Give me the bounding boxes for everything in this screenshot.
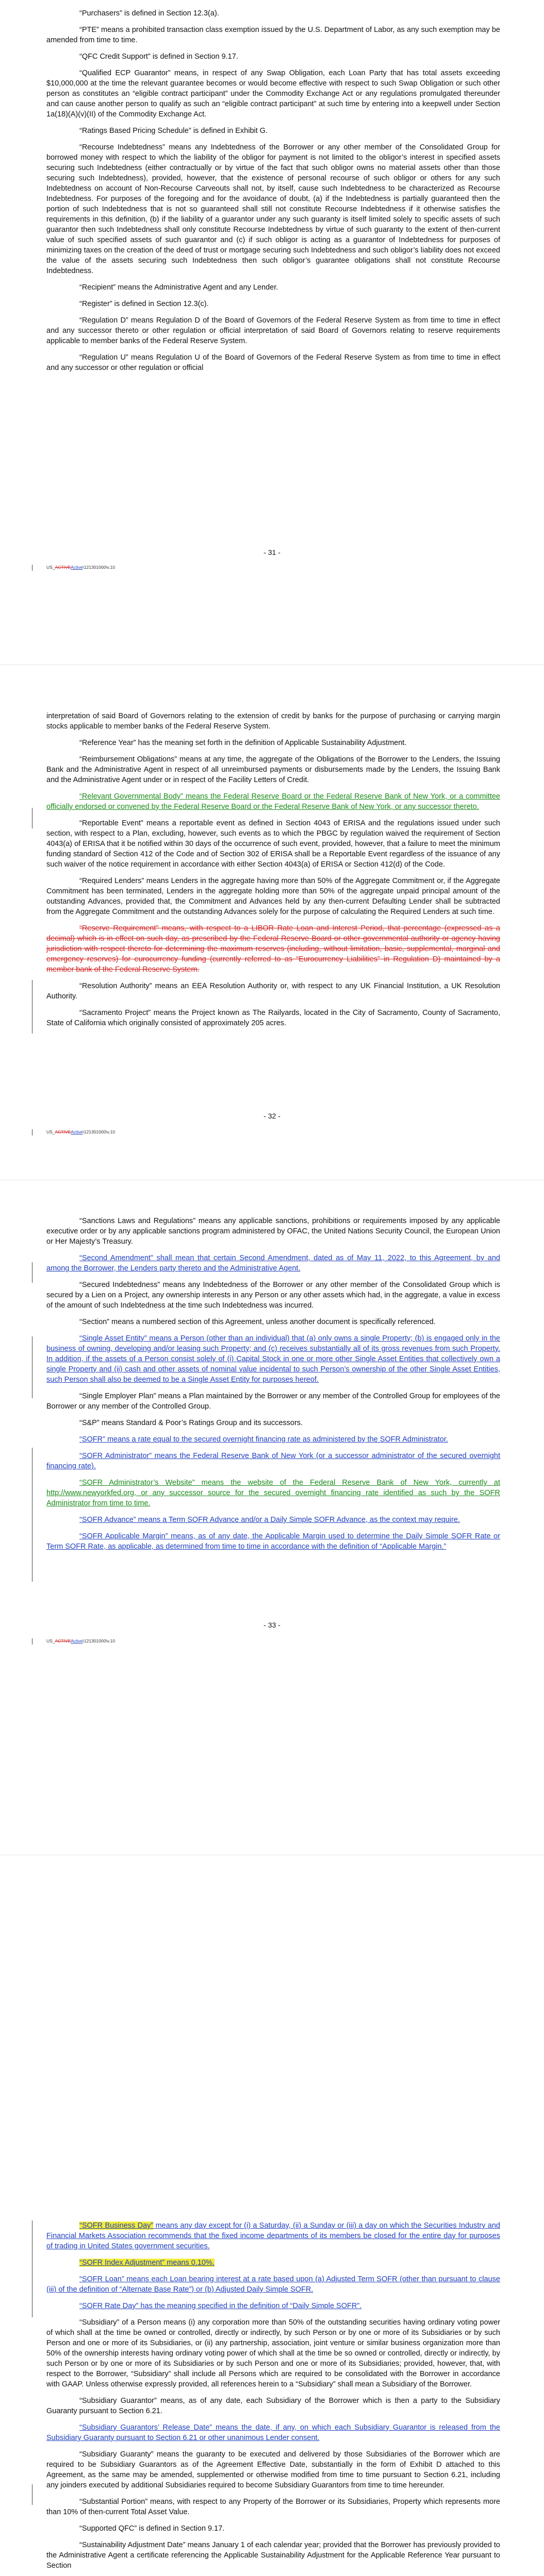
def-purchasers: “Purchasers” is defined in Section 12.3(a). <box>79 9 219 18</box>
def-sofr-advance: “SOFR Advance” means a Term SOFR Advance and/or a Daily Simple SOFR Advance, as the context may require. <box>79 1516 460 1524</box>
def-qfc-credit-support: “QFC Credit Support” is defined in Section 9.17. <box>79 53 238 61</box>
def-reimbursement-obligations: “Reimbursement Obligations” means at any time, the aggregate of the Obligations of the Borrower to the Lenders, the Issuing Bank and the Administrative Agent in respect of all unreimbursed payments or disbursements made by the Lenders, the Issuing Bank and the Administrative Agent under or in respect of the Facility Letters of Credit. <box>46 755 500 784</box>
def-regulation-u: “Regulation U” means Regulation U of the Board of Governors of the Federal Reserve System as from time to time in effect and any successor or other regulation or official <box>46 353 500 372</box>
def-sustainability-adjustment-date: “Sustainability Adjustment Date” means January 1 of each calendar year; provided that the Borrower has previously provided to the Administrative Agent a certificate referencing the Applicable Sustainability Adjustment for the Applicable Reference Year pursuant to Section <box>46 2541 500 2570</box>
def-s-and-p: “S&P” means Standard & Poor’s Ratings Group and its successors. <box>79 1419 303 1427</box>
def-single-asset-entity: “Single Asset Entity” means a Person (other than an individual) that (a) only owns a single Property; (b) is engaged only in the business of owning, developing and/or leasing such Property; and (c) receives substantially all of its gross revenues from such Property. In addition, if the assets of a Person consist solely of (i) Capital Stock in one or more other Single Asset Entities that collectively own a single Property and (ii) cash and other assets of nominal value incidental to such Person’s ownership of the other Single Asset Entities, such Person shall also be deemed to be a Single Asset Entity for purposes hereof. <box>46 1334 500 1384</box>
page-32-body <box>46 711 500 1035</box>
def-sofr-administrators-website: “SOFR Administrator’s Website” means the website of the Federal Reserve Bank of New York, currently at http://www.newyorkfed.org, or any successor source for the secured overnight financing rate identified as such by the SOFR Administrator from time to time. <box>46 1479 500 1507</box>
page-34-body <box>46 2221 500 2576</box>
def-ratings-based-pricing-schedule: “Ratings Based Pricing Schedule” is defined in Exhibit G. <box>79 127 268 135</box>
def-sanctions-laws: “Sanctions Laws and Regulations” means any applicable sanctions, prohibitions or requirements imposed by any applicable executive order or by any applicable sanctions program administered by OFAC, the United Nations Security Council, the European Union or Her Majesty’s Treasury. <box>46 1217 500 1246</box>
def-secured-indebtedness: “Secured Indebtedness” means any Indebtedness of the Borrower or any other member of the Consolidated Group which is secured by a Lien on a Project, any ownership interests in any Person or any other assets which had, in the aggregate, a value in excess of the amount of such Indebtedness at the time such Indebtedness was incurred. <box>46 1281 500 1310</box>
page-number: - 32 - <box>263 1112 281 1120</box>
def-required-lenders: “Required Lenders” means Lenders in the aggregate having more than 50% of the Aggregate Commitment or, if the Aggregate Commitment has been terminated, Lenders in the aggregate holding more than 50% of the aggregate unpaid principal amount of the outstanding Advances, provided that, the Commitment and Advances held by any then-current Defaulting Lender shall be subtracted from the Aggregate Commitment and the outstanding Advances solely for the purpose of calculating the Required Lenders at such time. <box>46 877 500 916</box>
document-footer: US_ACTIVEActive\121301000\v.10 <box>46 1129 116 1134</box>
document-footer: US_ACTIVEActive\121301000\v.10 <box>46 1638 116 1643</box>
def-reportable-event: “Reportable Event” means a reportable event as defined in Section 4043 of ERISA and the regulations issued under such section, with respect to a Plan, excluding, however, such events as to which the PBGC by regulation waived the requirement of Section 4043(a) of ERISA that it be notified within 30 days of the occurrence of such event, provided, however, that a failure to meet the minimum funding standard of Section 412 of the Code and of Section 302 of ERISA shall be a Reportable Event regardless of the issuance of any such waiver of the notice requirement in accordance with either Section 4043(a) of ERISA or Section 412(d) of the Code. <box>46 819 500 869</box>
def-subsidiary-guarantors-release-date: “Subsidiary Guarantors’ Release Date” means the date, if any, on which each Subsidiary Guarantor is released from the Subsidiary Guaranty pursuant to Section 6.21 or other unanimous Lender consent. <box>46 2424 500 2442</box>
def-supported-qfc: “Supported QFC” is defined in Section 9.17. <box>79 2524 225 2533</box>
def-regulation-d: “Regulation D” means Regulation D of the Board of Governors of the Federal Reserve System as from time to time in effect and any successor thereto or other regulation or official interpretation of said Board of Governors relating to reserve requirements applicable to member banks of the Federal Reserve System. <box>46 316 500 345</box>
highlighted-term: “SOFR Business Day” <box>79 2222 154 2230</box>
def-sacramento-project: “Sacramento Project” means the Project known as The Railyards, located in the City of Sacramento, County of Sacramento, State of California which originally consisted of approximately 205 acres. <box>46 1009 500 1027</box>
def-sofr-index-adjustment: “SOFR Index Adjustment” means 0.10%. <box>79 2259 215 2267</box>
def-subsidiary: “Subsidiary” of a Person means (i) any corporation more than 50% of the outstanding securities having ordinary voting power of which shall at the time be owned or controlled, directly or indirectly, by such Person or by one or more of its Subsidiaries or by such Person and one or more of its Subsidiaries, or (ii) any partnership, association, joint venture or similar business organization more than 50% of the ownership interests having ordinary voting power of which shall at the time be so owned or controlled, directly or indirectly, by such Person or by one or more of its Subsidiaries or by such Person and one or more of its Subsidiaries; provided, however, that, with respect to the Borrower, “Subsidiary” shall include all Persons which are required to be consolidated with the Borrower in accordance with GAAP. Unless otherwise expressly provided, all references herein to a “Subsidiary” shall mean a Subsidiary of the Borrower. <box>46 2318 500 2388</box>
def-subsidiary-guaranty: “Subsidiary Guaranty” means the guaranty to be executed and delivered by those Subsidiaries of the Borrower which are required to be Subsidiary Guarantors as of the Agreement Effective Date, substantially in the form of Exhibit D attached to this Agreement, as the same may be amended, supplemented or otherwise modified from time to time pursuant to Section 6.21, including any joinders executed by additional Subsidiaries required to become Subsidiary Guarantors from time to time hereunder. <box>46 2450 500 2489</box>
def-sofr-applicable-margin: “SOFR Applicable Margin” means, as of any date, the Applicable Margin used to determine the Daily Simple SOFR Rate or Term SOFR Rate, as applicable, as determined from time to time in accordance with the definition of “Applicable Margin.” <box>46 1532 500 1551</box>
def-sofr: “SOFR” means a rate equal to the secured overnight financing rate as administered by the SOFR Administrator. <box>79 1435 448 1444</box>
def-reference-year: “Reference Year” has the meaning set forth in the definition of Applicable Sustainability Adjustment. <box>79 739 407 747</box>
def-recipient: “Recipient” means the Administrative Agent and any Lender. <box>79 283 278 292</box>
page-33-body <box>46 1216 500 1558</box>
def-relevant-governmental-body: “Relevant Governmental Body” means the Federal Reserve Board or the Federal Reserve Bank of New York, or a committee officially endorsed or convened by the Federal Reserve Board or the Federal Reserve Bank of New York, or any successor thereto. <box>46 792 500 811</box>
def-sofr-loan: “SOFR Loan” means each Loan bearing interest at a rate based upon (a) Adjusted Term SOFR (other than pursuant to clause (iii) of the definition of “Alternate Base Rate”) or (b) Adjusted Daily Simple SOFR. <box>46 2275 500 2294</box>
def-single-employer-plan: “Single Employer Plan” means a Plan maintained by the Borrower or any member of the Controlled Group for employees of the Borrower or any member of the Controlled Group. <box>46 1392 500 1411</box>
page-number: - 31 - <box>263 548 281 556</box>
def-regulation-u-continued: interpretation of said Board of Governors relating to the extension of credit by banks for the purpose of purchasing or carrying margin stocks applicable to member banks of the Federal Reserve System. <box>46 712 500 731</box>
def-register: “Register” is defined in Section 12.3(c). <box>79 300 209 308</box>
def-sofr-rate-day: “SOFR Rate Day” has the meaning specified in the definition of “Daily Simple SOFR”. <box>79 2302 362 2310</box>
def-reserve-requirement-deleted: “Reserve Requirement” means, with respect to a LIBOR Rate Loan and Interest Period, that percentage (expressed as a decimal) which is in effect on such day, as prescribed by the Federal Reserve Board or other governmental authority or agency having jurisdiction with respect thereto for determining the maximum reserves (including, without limitation, basic, supplemental, marginal and emergency reserves) for eurocurrency funding (currently referred to as “Eurocurrency Liabilities” in Regulation D) maintained by a member bank of the Federal Reserve System. <box>46 924 500 974</box>
def-recourse-indebtedness: “Recourse Indebtedness” means any Indebtedness of the Borrower or any other member of the Consolidated Group for borrowed money with respect to which the liability of the obligor for payment is not limited to the obligor’s interest in specified assets securing such Indebtedness (either contractually or by virtue of the fact that such obligor owns no material assets other than those securing such Indebtedness), provided, however, that the existence of personal recourse of such obligor or others for any such Indebtedness on account of Non-Recourse Carveouts shall not, by itself, cause such Indebtedness to be characterized as Recourse Indebtedness. For purposes of the foregoing and for the avoidance of doubt, (a) if the Indebtedness is partially guaranteed then the portion of such Indebtedness that is not so guaranteed shall still not constitute Recourse Indebtedness if it otherwise satisfies the requirements in this definition, (b) if the liability of a guarantor under any such guaranty is itself limited solely to specific assets of such guarantor then such Indebtedness shall only constitute Recourse Indebtedness by virtue of such guaranty to the extent of then-current value of such specified assets of such guarantor and (c) if such obligor is acting as a guarantor of Indebtedness for purposes of minimizing taxes on the creation of the deed of trust or mortgage securing such Indebtedness and such obligor’s liability does not exceed the value of the assets securing such Indebtedness then such obligor’s guarantee obligations shall not constitute Recourse Indebtedness. <box>46 143 500 275</box>
def-subsidiary-guarantor: “Subsidiary Guarantor” means, as of any date, each Subsidiary of the Borrower which is then a party to the Subsidiary Guaranty pursuant to Section 6.21. <box>46 2397 500 2415</box>
document-footer: US_ACTIVEActive\121301000\v.10 <box>46 565 116 570</box>
def-substantial-portion: “Substantial Portion” means, with respect to any Property of the Borrower or its Subsidiaries, Property which represents more than 10% of then-current Total Asset Value. <box>46 2498 500 2516</box>
def-qualified-ecp-guarantor: “Qualified ECP Guarantor” means, in respect of any Swap Obligation, each Loan Party that has total assets exceeding $10,000,000 at the time the relevant guarantee becomes or would become effective with respect to such Swap Obligation or such other person as constitutes an “eligible contract participant” under the Commodity Exchange Act or any regulations promulgated thereunder and can cause another person to qualify as such an “eligible contract participant” at such time by entering into a keepwell under Section 1a(18)(A)(v)(II) of the Commodity Exchange Act. <box>46 69 500 118</box>
page-number: - 33 - <box>263 1621 281 1629</box>
def-sofr-administrator: “SOFR Administrator” means the Federal Reserve Bank of New York (or a successor administrator of the secured overnight financing rate). <box>46 1452 500 1470</box>
def-sofr-business-day: “SOFR Business Day” means any day except for (i) a Saturday, (ii) a Sunday or (iii) a day on which the Securities Industry and Financial Markets Association recommends that the fixed income departments of its members be closed for the entire day for purposes of trading in United States government securities. <box>46 2222 500 2250</box>
def-resolution-authority: “Resolution Authority” means an EEA Resolution Authority or, with respect to any UK Financial Institution, a UK Resolution Authority. <box>46 982 500 1001</box>
page-31-body <box>46 8 500 379</box>
def-section: “Section” means a numbered section of this Agreement, unless another document is specifically referenced. <box>79 1318 436 1326</box>
def-pte: “PTE” means a prohibited transaction class exemption issued by the U.S. Department of Labor, as any such exemption may be amended from time to time. <box>46 26 500 44</box>
def-second-amendment: “Second Amendment” shall mean that certain Second Amendment, dated as of May 11, 2022, to this Agreement, by and among the Borrower, the Lenders party thereto and the Administrative Agent. <box>46 1254 500 1273</box>
